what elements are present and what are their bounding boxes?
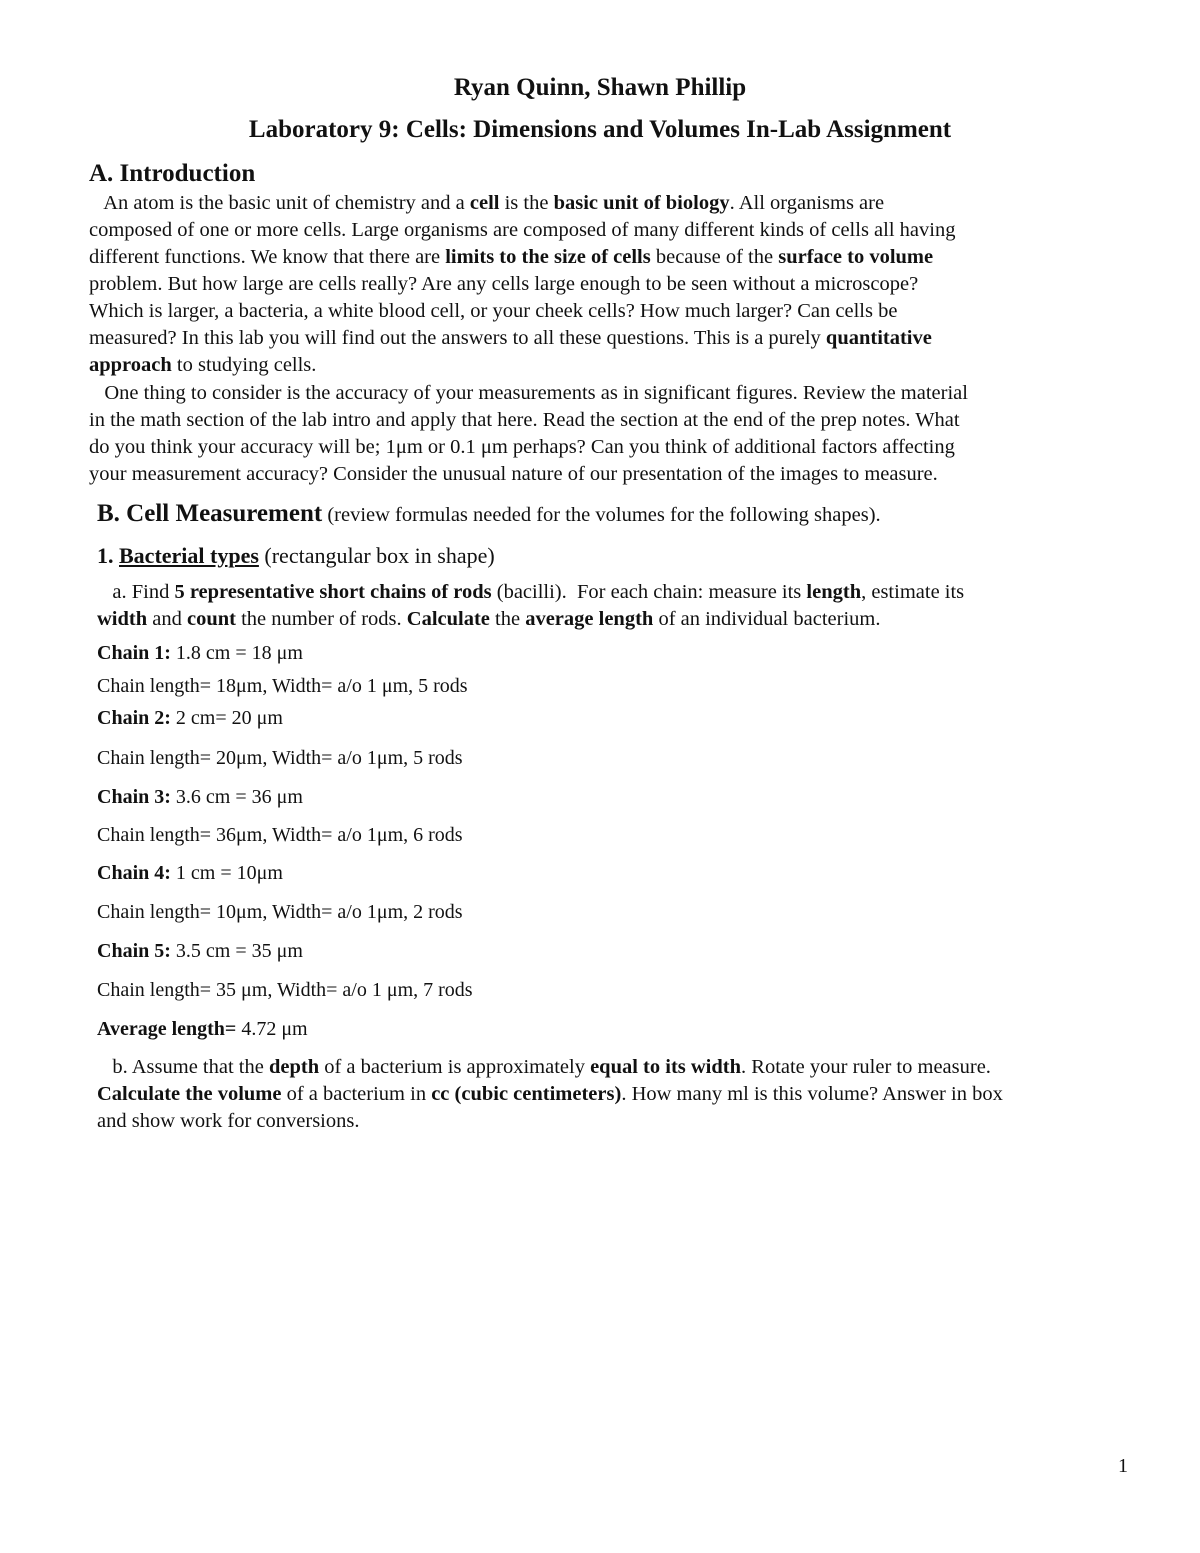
task-text: the	[489, 608, 526, 630]
average-value: 4.72 μm	[236, 1018, 308, 1040]
subsection-number: 1.	[97, 543, 119, 568]
task-text: a. Find	[97, 581, 175, 603]
chain-5-detail: Chain length= 35 μm, Width= a/o 1 μm, 7 rods	[97, 979, 473, 1001]
task-bold: equal to its width	[590, 1056, 742, 1078]
page-title: Laboratory 9: Cells: Dimensions and Volumes In-Lab Assignment	[248, 116, 952, 143]
subsection-1-heading	[97, 543, 495, 569]
task-bold: Calculate	[406, 608, 490, 630]
chain-label: Chain 3:	[97, 786, 171, 808]
section-a-heading: A. Introduction	[89, 160, 256, 187]
task-a-line-2	[97, 606, 880, 633]
intro-text: is the	[499, 192, 554, 214]
chain-4-conversion	[97, 860, 283, 887]
section-b-note: (review formulas needed for the volumes for the following shapes).	[322, 504, 881, 526]
average-label: Average length=	[97, 1018, 237, 1040]
accuracy-line-2: in the math section of the lab intro and apply that here. Read the section at the end of the prep notes. What	[89, 409, 960, 431]
task-text: the number of rods.	[235, 608, 407, 630]
intro-line-2	[89, 217, 955, 244]
intro-line-7	[89, 352, 316, 379]
page-number: 1	[1118, 1455, 1128, 1477]
chain-conversion: 3.6 cm = 36 μm	[170, 786, 303, 808]
average-length	[97, 1016, 308, 1043]
chain-conversion: 2 cm= 20 μm	[170, 707, 283, 729]
task-bold: average length	[525, 608, 654, 630]
chain-1-conversion	[97, 640, 303, 667]
intro-text: An atom is the basic unit of chemistry and a	[89, 192, 470, 214]
task-text: b. Assume that the	[97, 1056, 269, 1078]
chain-label: Chain 5:	[97, 940, 171, 962]
task-text: (bacilli). For each chain: measure its	[491, 581, 807, 603]
chain-1-detail: Chain length= 18μm, Width= a/o 1 μm, 5 rods	[97, 675, 468, 697]
task-text: of an individual bacterium.	[653, 608, 881, 630]
intro-text: to studying cells.	[171, 354, 317, 376]
task-b-line-1	[97, 1054, 991, 1081]
intro-text: composed of one or more cells. Large organisms are composed of many different kinds of cells all having	[89, 219, 956, 241]
intro-line-5	[89, 298, 897, 325]
chain-label: Chain 2:	[97, 707, 171, 729]
intro-text: problem. But how large are cells really? Are any cells large enough to be seen without a microscope?	[89, 273, 919, 295]
chain-label: Chain 4:	[97, 862, 171, 884]
subsection-title: Bacterial types	[119, 543, 259, 568]
intro-text: . All organisms are	[729, 192, 885, 214]
task-b-line-3: and show work for conversions.	[97, 1110, 360, 1132]
intro-line-6	[89, 325, 932, 352]
chain-4-detail: Chain length= 10μm, Width= a/o 1μm, 2 rods	[97, 901, 463, 923]
chain-3-conversion	[97, 784, 303, 811]
section-b-heading-line	[97, 500, 881, 529]
chain-2-conversion	[97, 705, 283, 732]
subsection-note: (rectangular box in shape)	[258, 543, 495, 568]
task-bold: width	[97, 608, 148, 630]
intro-bold: basic unit of biology	[553, 192, 730, 214]
section-b-heading: B. Cell Measurement	[97, 500, 323, 527]
task-text: of a bacterium is approximately	[319, 1056, 591, 1078]
accuracy-line-4: your measurement accuracy? Consider the unusual nature of our presentation of the images to measure.	[89, 463, 938, 485]
task-text: . How many ml is this volume? Answer in box	[621, 1083, 1003, 1105]
chain-2-detail: Chain length= 20μm, Width= a/o 1μm, 5 rods	[97, 747, 463, 769]
chain-5-conversion	[97, 938, 303, 965]
chain-label: Chain 1:	[97, 642, 171, 664]
intro-bold: cell	[469, 192, 500, 214]
task-text: , estimate its	[861, 581, 965, 603]
intro-line-3	[89, 244, 933, 271]
intro-bold: limits to the size of cells	[445, 246, 651, 268]
task-b-line-2	[97, 1081, 1003, 1108]
chain-3-detail: Chain length= 36μm, Width= a/o 1μm, 6 rods	[97, 824, 463, 846]
intro-bold: approach	[89, 354, 172, 376]
task-bold: Calculate the volume	[97, 1083, 282, 1105]
intro-text: different functions. We know that there are	[89, 246, 446, 268]
task-bold: count	[187, 608, 236, 630]
task-a-line-1	[97, 579, 964, 606]
task-bold: cc (cubic centimeters)	[431, 1083, 622, 1105]
chain-conversion: 3.5 cm = 35 μm	[170, 940, 303, 962]
task-text: of a bacterium in	[281, 1083, 432, 1105]
task-bold: 5 representative short chains of rods	[174, 581, 492, 603]
intro-text: Which is larger, a bacteria, a white blood cell, or your cheek cells? How much larger? Can cells be	[89, 300, 898, 322]
chain-conversion: 1.8 cm = 18 μm	[170, 642, 303, 664]
accuracy-line-1: One thing to consider is the accuracy of your measurements as in significant figures. Review the material	[89, 382, 968, 404]
intro-bold: surface to volume	[778, 246, 934, 268]
accuracy-line-3: do you think your accuracy will be; 1μm or 0.1 μm perhaps? Can you think of additional factors affecting	[89, 436, 955, 458]
intro-text: because of the	[650, 246, 779, 268]
chain-conversion: 1 cm = 10μm	[170, 862, 283, 884]
intro-line-1	[89, 190, 884, 217]
intro-line-4	[89, 271, 918, 298]
author-names: Ryan Quinn, Shawn Phillip	[453, 74, 747, 101]
intro-bold: quantitative	[825, 327, 932, 349]
task-bold: depth	[268, 1056, 320, 1078]
task-text: and	[147, 608, 187, 630]
task-bold: length	[806, 581, 862, 603]
intro-text: measured? In this lab you will find out the answers to all these questions. This is a purely	[89, 327, 826, 349]
task-text: . Rotate your ruler to measure.	[741, 1056, 991, 1078]
